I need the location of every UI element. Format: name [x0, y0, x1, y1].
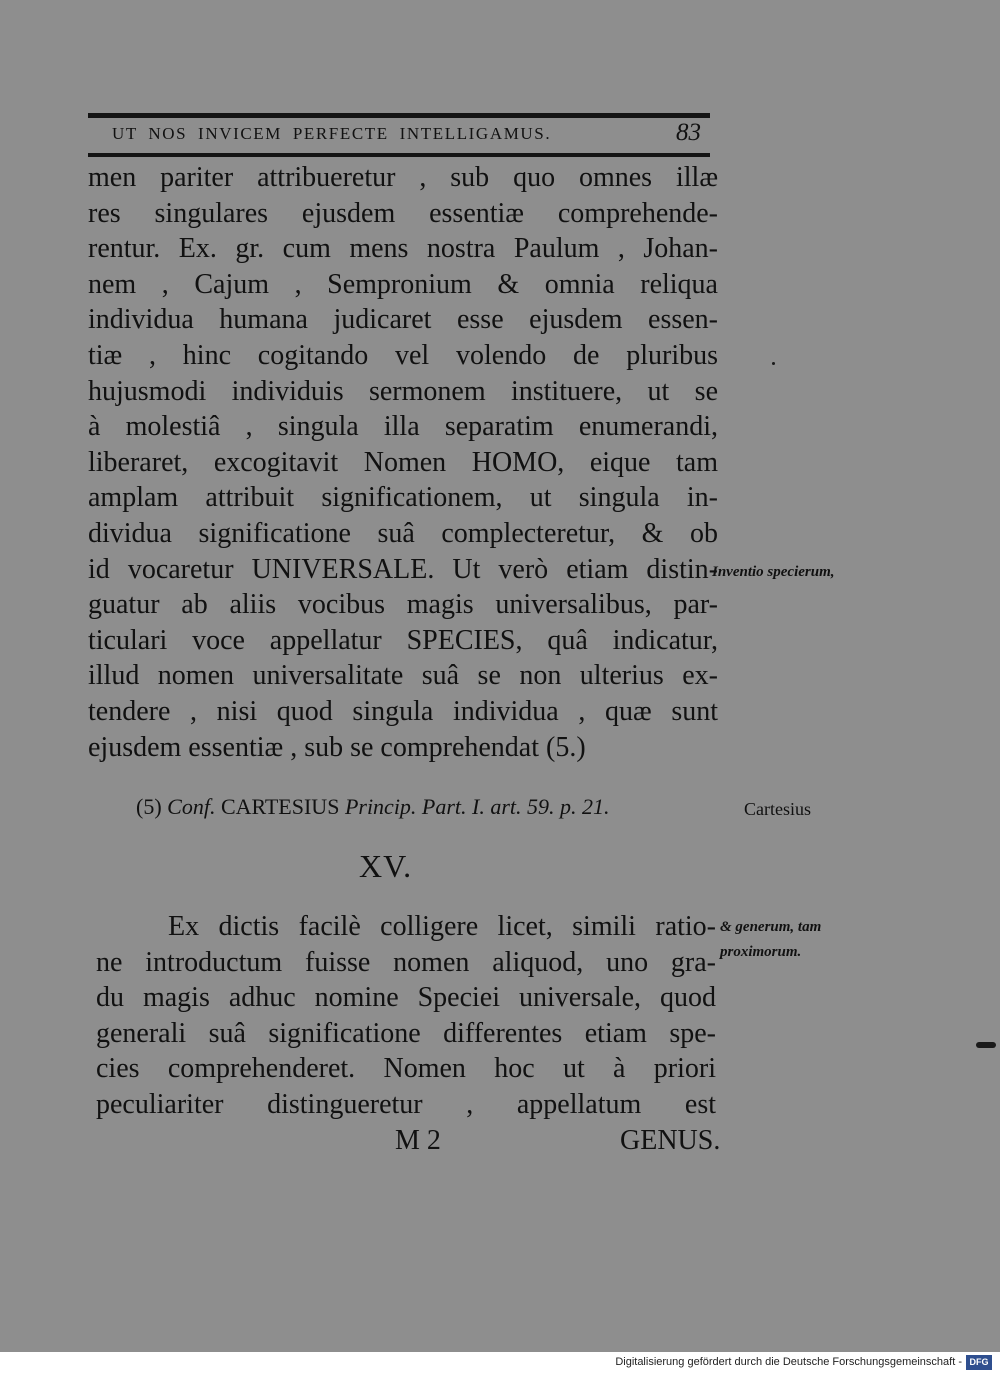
text-line: illud nomen universalitate suâ se non ulterius ex- [88, 660, 718, 692]
footnote-reference: Princip. Part. I. art. 59. p. 21. [344, 794, 610, 819]
running-head: UT NOS INVICEM PERFECTE INTELLIGAMUS. [112, 124, 552, 143]
text-line: Ex dictis facilè colligere licet, simili ratio- [168, 911, 716, 942]
margin-note-genera-2: proximorum. [720, 944, 802, 960]
margin-note-genera-1: & generum, tam [720, 919, 822, 935]
catchword: GENUS. [620, 1125, 721, 1156]
page-number: 83 [676, 119, 701, 146]
text-line: nem , Cajum , Sempronium & omnia reliqua [88, 268, 718, 300]
text-line: guatur ab aliis vocibus magis universalibus, par- [88, 589, 718, 621]
ink-speck [976, 1042, 996, 1048]
margin-note-cartesius: Cartesius [744, 799, 811, 819]
text-line: ticulari voce appellatur SPECIES, quâ indicatur, [88, 624, 718, 656]
footnote-author: CARTESIUS [220, 794, 340, 819]
header-rule-top [88, 113, 710, 118]
text-line: id vocaretur UNIVERSALE. Ut verò etiam distin- [88, 553, 718, 585]
ink-speck [772, 362, 775, 365]
text-line: cies comprehenderet. Nomen hoc ut à priori [96, 1053, 716, 1085]
footnote-conf: Conf. [167, 794, 216, 819]
text-line: rentur. Ex. gr. cum mens nostra Paulum , Johan- [88, 233, 718, 265]
text-line: ne introductum fuisse nomen aliquod, uno gra- [96, 946, 716, 978]
header-rule-bottom [88, 153, 710, 157]
margin-note-species: Inventio specierum, [712, 564, 835, 580]
text-line: tiæ , hinc cogitando vel volendo de pluribus [88, 339, 718, 371]
footer-bar [0, 1352, 1000, 1375]
footnote-marker: (5) [136, 794, 162, 819]
text-line: generali suâ significatione differentes etiam spe- [96, 1017, 716, 1049]
dfg-logo-icon: DFG [966, 1355, 992, 1370]
text-line: ejusdem essentiæ , sub se comprehendat (5.) [88, 731, 586, 763]
footer-credit: Digitalisierung gefördert durch die Deutsche Forschungsgemeinschaft - [615, 1356, 962, 1368]
text-line: du magis adhuc nomine Speciei universale, quod [96, 982, 716, 1014]
text-line: res singulares ejusdem essentiæ comprehende- [88, 197, 718, 229]
text-line: à molestiâ , singula illa separatim enumerandi, [88, 411, 718, 443]
text-line: liberaret, excogitavit Nomen HOMO, eique tam [88, 446, 718, 478]
text-line: peculiariter distingueretur , appellatum est [96, 1088, 716, 1120]
body-paragraph-2 [96, 909, 716, 1123]
footnote [136, 794, 610, 820]
text-line: individua humana judicaret esse ejusdem essen- [88, 304, 718, 336]
section-number: XV. [359, 848, 413, 884]
body-paragraph [88, 160, 718, 765]
text-line: men pariter attribueretur , sub quo omnes illæ [88, 162, 718, 193]
text-line: tendere , nisi quod singula individua , quæ sunt [88, 695, 718, 727]
text-line: amplam attribuit significationem, ut singula in- [88, 482, 718, 514]
text-line: hujusmodi individuis sermonem instituere, ut se [88, 375, 718, 407]
text-line: dividua significatione suâ complecteretur, & ob [88, 517, 718, 549]
signature-mark: M 2 [395, 1125, 441, 1156]
